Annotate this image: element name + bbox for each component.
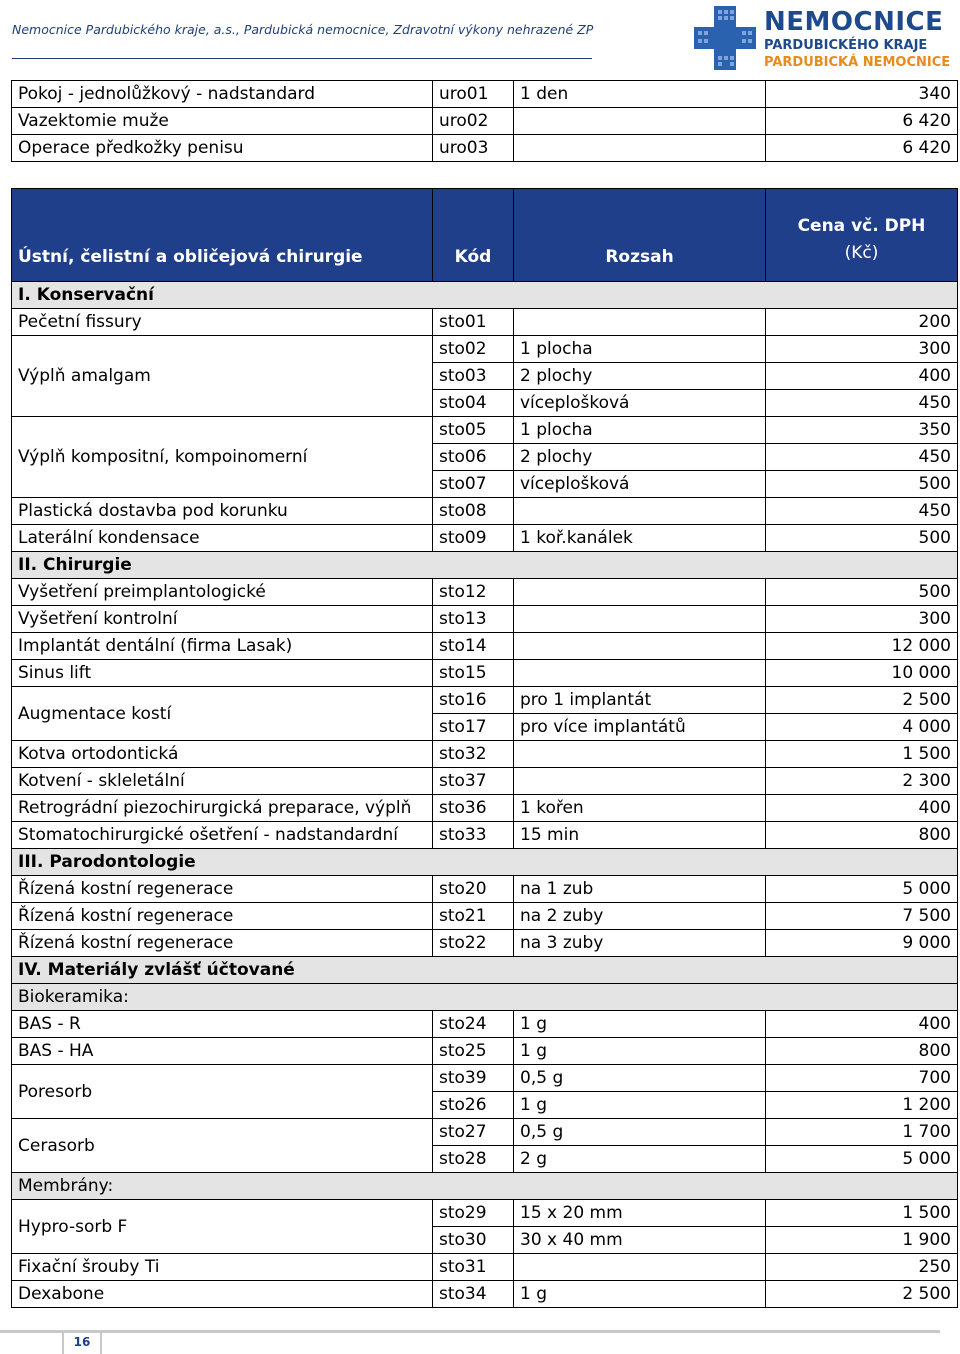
hospital-logo <box>694 4 956 74</box>
service-price: 250 <box>766 1254 958 1281</box>
section-heading: II. Chirurgie <box>12 552 958 579</box>
service-price: 1 700 <box>766 1119 958 1146</box>
service-name: Poresorb <box>12 1065 433 1119</box>
service-price: 500 <box>766 525 958 552</box>
service-price: 5 000 <box>766 1146 958 1173</box>
table-row <box>12 1200 958 1227</box>
service-range: 15 min <box>514 822 766 849</box>
service-code: sto17 <box>433 714 514 741</box>
service-code: sto08 <box>433 498 514 525</box>
subsection-heading: Biokeramika: <box>12 984 958 1011</box>
price-header-line1: Cena vč. DPH <box>797 216 926 236</box>
service-name: Vyšetření kontrolní <box>12 606 433 633</box>
service-name: Implantát dentální (firma Lasak) <box>12 633 433 660</box>
service-code: sto09 <box>433 525 514 552</box>
service-code: sto39 <box>433 1065 514 1092</box>
service-price: 700 <box>766 1065 958 1092</box>
page-number: 16 <box>73 1335 91 1349</box>
service-range <box>514 606 766 633</box>
service-range: 1 den <box>514 81 766 108</box>
table-row <box>12 1065 958 1092</box>
service-range: 1 koř.kanálek <box>514 525 766 552</box>
service-code: sto31 <box>433 1254 514 1281</box>
service-code: sto04 <box>433 390 514 417</box>
service-range: pro 1 implantát <box>514 687 766 714</box>
service-price: 200 <box>766 309 958 336</box>
service-code: sto21 <box>433 903 514 930</box>
service-code: sto02 <box>433 336 514 363</box>
service-price: 450 <box>766 444 958 471</box>
service-code: sto28 <box>433 1146 514 1173</box>
service-name: Operace předkožky penisu <box>12 135 433 162</box>
table-row <box>12 108 958 135</box>
service-price: 800 <box>766 822 958 849</box>
service-code: sto20 <box>433 876 514 903</box>
service-name: Laterální kondensace <box>12 525 433 552</box>
service-price: 6 420 <box>766 108 958 135</box>
service-code: sto12 <box>433 579 514 606</box>
service-code: uro01 <box>433 81 514 108</box>
table-row <box>12 525 958 552</box>
table-row <box>12 876 958 903</box>
table-row <box>12 687 958 714</box>
service-code: uro02 <box>433 108 514 135</box>
service-code: sto30 <box>433 1227 514 1254</box>
logo-cross-icon <box>694 4 756 72</box>
table-row <box>12 930 958 957</box>
service-range: 0,5 g <box>514 1065 766 1092</box>
service-name: Pokoj - jednolůžkový - nadstandard <box>12 81 433 108</box>
service-name: Výplň amalgam <box>12 336 433 417</box>
service-price: 300 <box>766 336 958 363</box>
service-code: sto26 <box>433 1092 514 1119</box>
service-range: víceplošková <box>514 390 766 417</box>
service-code: sto14 <box>433 633 514 660</box>
service-price: 9 000 <box>766 930 958 957</box>
service-range: 2 g <box>514 1146 766 1173</box>
section-heading: I. Konservační <box>12 282 958 309</box>
service-price: 1 500 <box>766 1200 958 1227</box>
table-row <box>12 1119 958 1146</box>
service-range: na 1 zub <box>514 876 766 903</box>
service-code: sto25 <box>433 1038 514 1065</box>
service-name: Augmentace kostí <box>12 687 433 741</box>
service-code: uro03 <box>433 135 514 162</box>
service-code: sto16 <box>433 687 514 714</box>
table-row <box>12 768 958 795</box>
service-name: Plastická dostavba pod korunku <box>12 498 433 525</box>
column-header-range: Rozsah <box>514 189 766 282</box>
service-range: 1 g <box>514 1281 766 1308</box>
service-code: sto27 <box>433 1119 514 1146</box>
service-range: 15 x 20 mm <box>514 1200 766 1227</box>
section-heading-row <box>12 282 958 309</box>
service-range: 2 plochy <box>514 363 766 390</box>
service-code: sto03 <box>433 363 514 390</box>
service-range: 2 plochy <box>514 444 766 471</box>
service-code: sto13 <box>433 606 514 633</box>
document-header-text: Nemocnice Pardubického kraje, a.s., Pardubická nemocnice, Zdravotní výkony nehrazené ZP <box>12 22 594 37</box>
service-range <box>514 498 766 525</box>
service-name: Fixační šrouby Ti <box>12 1254 433 1281</box>
service-price: 400 <box>766 1011 958 1038</box>
service-name: Retrográdní piezochirurgická preparace, výplň <box>12 795 433 822</box>
service-range: 1 g <box>514 1092 766 1119</box>
section-heading-row <box>12 552 958 579</box>
service-name: Dexabone <box>12 1281 433 1308</box>
subsection-heading-row <box>12 984 958 1011</box>
service-price: 2 300 <box>766 768 958 795</box>
table-row <box>12 498 958 525</box>
service-range <box>514 660 766 687</box>
table-row <box>12 579 958 606</box>
table-row <box>12 336 958 363</box>
table-row <box>12 633 958 660</box>
service-code: sto34 <box>433 1281 514 1308</box>
service-price: 800 <box>766 1038 958 1065</box>
service-code: sto32 <box>433 741 514 768</box>
subsection-heading: Membrány: <box>12 1173 958 1200</box>
service-range: pro více implantátů <box>514 714 766 741</box>
price-header-line2: (Kč) <box>844 243 879 263</box>
service-price: 2 500 <box>766 1281 958 1308</box>
service-name: Řízená kostní regenerace <box>12 876 433 903</box>
logo-subtitle: PARDUBICKÉHO KRAJE <box>764 38 928 53</box>
table-row <box>12 795 958 822</box>
column-header-price <box>766 189 958 282</box>
service-price: 340 <box>766 81 958 108</box>
service-range: 30 x 40 mm <box>514 1227 766 1254</box>
service-price: 7 500 <box>766 903 958 930</box>
service-name: Řízená kostní regenerace <box>12 930 433 957</box>
service-price: 2 500 <box>766 687 958 714</box>
service-price: 500 <box>766 471 958 498</box>
service-price: 5 000 <box>766 876 958 903</box>
service-code: sto24 <box>433 1011 514 1038</box>
service-name: Výplň kompositní, kompoinomerní <box>12 417 433 498</box>
service-price: 12 000 <box>766 633 958 660</box>
table-row <box>12 417 958 444</box>
service-name: BAS - HA <box>12 1038 433 1065</box>
service-price: 1 500 <box>766 741 958 768</box>
table-row <box>12 606 958 633</box>
oral-surgery-price-table <box>11 188 958 1308</box>
table-row <box>12 81 958 108</box>
service-price: 400 <box>766 363 958 390</box>
service-range: 1 g <box>514 1038 766 1065</box>
section-heading-row <box>12 849 958 876</box>
table-row <box>12 822 958 849</box>
service-name: Řízená kostní regenerace <box>12 903 433 930</box>
service-range: 1 g <box>514 1011 766 1038</box>
service-name: Hypro-sorb F <box>12 1200 433 1254</box>
service-range: 1 kořen <box>514 795 766 822</box>
service-name: Pečetní fissury <box>12 309 433 336</box>
table-row <box>12 1038 958 1065</box>
table-row <box>12 1281 958 1308</box>
service-price: 350 <box>766 417 958 444</box>
service-code: sto29 <box>433 1200 514 1227</box>
service-range: víceplošková <box>514 471 766 498</box>
section-heading-row <box>12 957 958 984</box>
service-range <box>514 135 766 162</box>
subsection-heading-row <box>12 1173 958 1200</box>
header-underline <box>12 58 592 59</box>
service-name: BAS - R <box>12 1011 433 1038</box>
section-heading: III. Parodontologie <box>12 849 958 876</box>
column-header-code: Kód <box>433 189 514 282</box>
service-name: Stomatochirurgické ošetření - nadstandardní <box>12 822 433 849</box>
service-price: 400 <box>766 795 958 822</box>
service-code: sto36 <box>433 795 514 822</box>
service-range: na 2 zuby <box>514 903 766 930</box>
service-range <box>514 741 766 768</box>
service-range: 1 plocha <box>514 417 766 444</box>
service-price: 500 <box>766 579 958 606</box>
service-name: Kotva ortodontická <box>12 741 433 768</box>
service-code: sto07 <box>433 471 514 498</box>
service-range: 0,5 g <box>514 1119 766 1146</box>
service-name: Sinus lift <box>12 660 433 687</box>
column-header-name: Ústní, čelistní a obličejová chirurgie <box>12 189 433 282</box>
table-row <box>12 135 958 162</box>
service-price: 4 000 <box>766 714 958 741</box>
service-code: sto37 <box>433 768 514 795</box>
service-price: 300 <box>766 606 958 633</box>
table-row <box>12 660 958 687</box>
service-price: 1 900 <box>766 1227 958 1254</box>
table-row <box>12 1011 958 1038</box>
service-code: sto05 <box>433 417 514 444</box>
service-price: 10 000 <box>766 660 958 687</box>
table-header-row <box>12 189 958 282</box>
logo-title: NEMOCNICE <box>764 7 944 37</box>
service-code: sto33 <box>433 822 514 849</box>
service-price: 450 <box>766 498 958 525</box>
service-range: 1 plocha <box>514 336 766 363</box>
service-code: sto01 <box>433 309 514 336</box>
service-code: sto15 <box>433 660 514 687</box>
table-row <box>12 309 958 336</box>
service-name: Kotvení - skleletální <box>12 768 433 795</box>
service-code: sto22 <box>433 930 514 957</box>
service-range: na 3 zuby <box>514 930 766 957</box>
service-name: Cerasorb <box>12 1119 433 1173</box>
service-code: sto06 <box>433 444 514 471</box>
service-range <box>514 309 766 336</box>
logo-hospital-name: PARDUBICKÁ NEMOCNICE <box>764 55 951 70</box>
service-range <box>514 633 766 660</box>
table-row <box>12 903 958 930</box>
service-price: 1 200 <box>766 1092 958 1119</box>
service-range <box>514 1254 766 1281</box>
section-heading: IV. Materiály zvlášť účtované <box>12 957 958 984</box>
urology-price-table <box>11 80 958 162</box>
footer-rule <box>0 1330 940 1333</box>
service-name: Vazektomie muže <box>12 108 433 135</box>
service-range <box>514 579 766 606</box>
table-row <box>12 741 958 768</box>
table-row <box>12 1254 958 1281</box>
service-name: Vyšetření preimplantologické <box>12 579 433 606</box>
service-price: 6 420 <box>766 135 958 162</box>
service-range <box>514 108 766 135</box>
service-range <box>514 768 766 795</box>
service-price: 450 <box>766 390 958 417</box>
